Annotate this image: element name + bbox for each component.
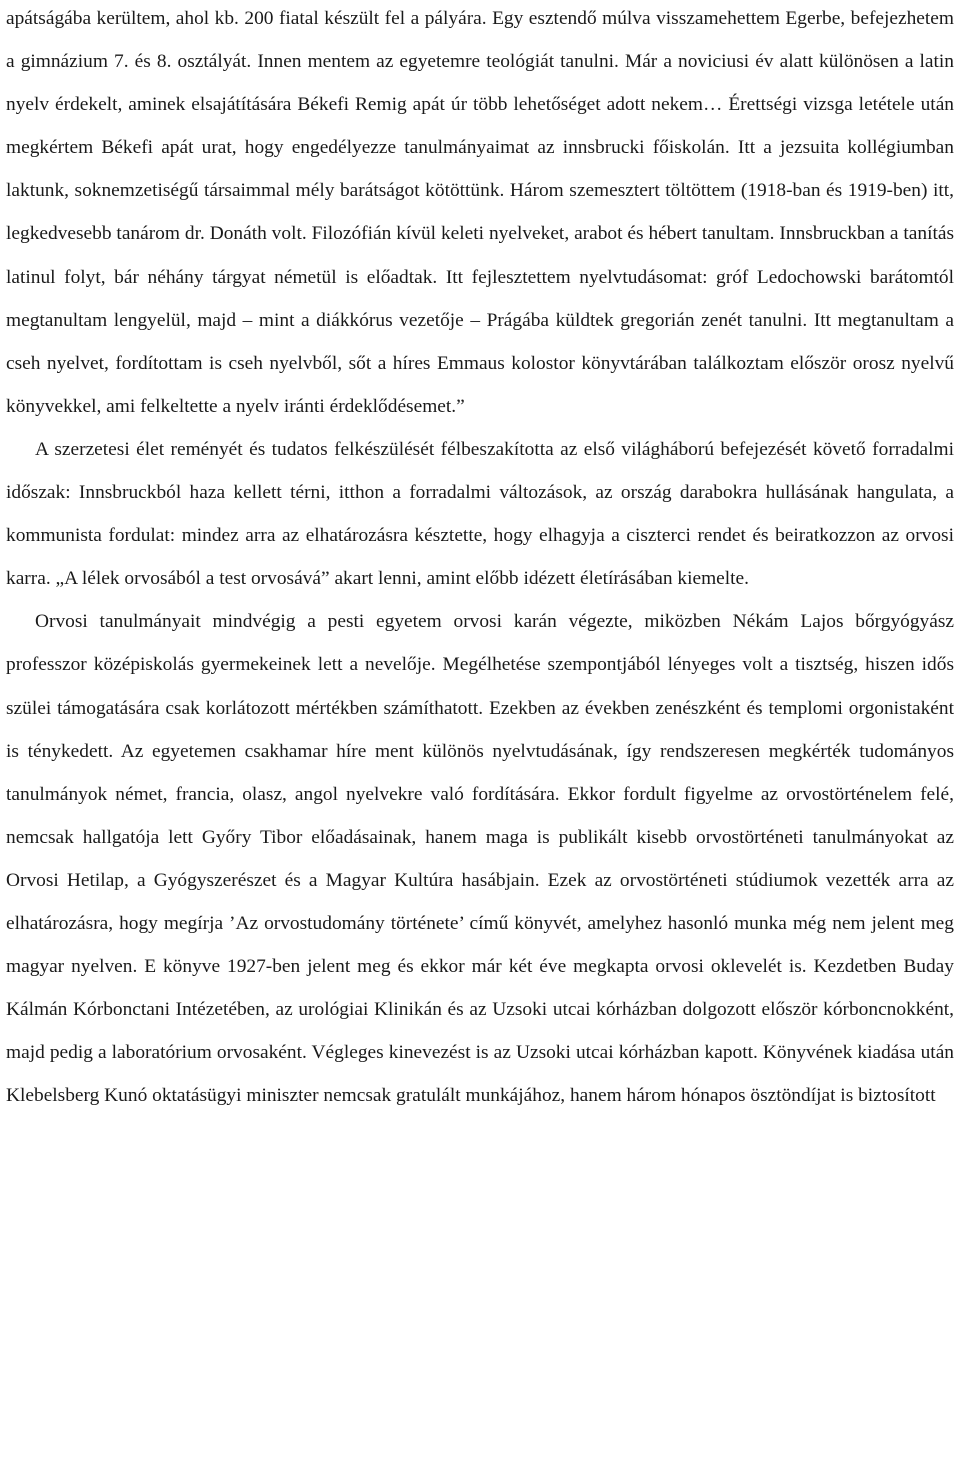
paragraph-2: A szerzetesi élet reményét és tudatos felkészülését félbeszakította az első világháború befejezését követő forradalmi időszak: Innsbruckból haza kellett térni, itthon a forradalmi változások, az ország darabokra hullásának hangulata, a kommunista fordulat: mindez arra az elhatározásra késztette, hogy elhagyja a ciszterci rendet és beiratkozzon az orvosi karra. „A lélek orvosából a test orvosává” akart lenni, amint előbb idézett életírásában kiemelte. — [6, 438, 954, 590]
document-page — [6, 0, 954, 1117]
paragraph-1: apátságába kerültem, ahol kb. 200 fiatal készült fel a pályára. Egy esztendő múlva visszamehettem Egerbe, befejezhetem a gimnázium 7. és 8. osztályát. Innen mentem az egyetemre teológiát tanulni. Már a noviciusi év alatt különösen a latin nyelv érdekelt, aminek elsajátítására Békefi Remig apát úr több lehetőséget adott nekem… Érettségi vizsga letétele után megkértem Békefi apát urat, hogy engedélyezze tanulmányaimat az innsbrucki főiskolán. Itt a jezsuita kollégiumban laktunk, soknemzetiségű társaimmal mély barátságot kötöttünk. Három szemesztert töltöttem (1918-ban és 1919-ben) itt, legkedvesebb tanárom dr. Donáth volt. Filozófián kívül keleti nyelveket, arabot és hébert tanultam. Innsbruckban a tanítás latinul folyt, bár néhány tárgyat németül is előadtak. Itt fejlesztettem nyelvtudásomat: gróf Ledochowski barátomtól megtanultam lengyelül, majd – mint a diákkórus vezetője – Prágába küldtek gregorián zenét tanulni. Itt megtanultam a cseh nyelvet, fordítottam is cseh nyelvből, sőt a híres Emmaus kolostor könyvtárában találkoztam először orosz nyelvű könyvekkel, ami felkeltette a nyelv iránti érdeklődésemet.” — [6, 8, 954, 417]
paragraph-3: Orvosi tanulmányait mindvégig a pesti egyetem orvosi karán végezte, miközben Nékám Lajos bőrgyógyász professzor középiskolás gyermekeinek lett a nevelője. Megélhetése szempontjából lényeges volt a tisztség, hiszen idős szülei támogatására csak korlátozott mértékben számíthatott. Ezekben az években zenészként és templomi orgonistaként is ténykedett. Az egyetemen csakhamar híre ment különös nyelvtudásának, így rendszeresen megkérték tudományos tanulmányok német, francia, olasz, angol nyelvekre való fordítására. Ekkor fordult figyelme az orvostörténelem felé, nemcsak hallgatója lett Győry Tibor előadásainak, hanem maga is publikált kisebb orvostörténeti tanulmányokat az Orvosi Hetilap, a Gyógyszerészet és a Magyar Kultúra hasábjain. Ezek az orvostörténeti stúdiumok vezették arra az elhatározásra, hogy megírja ’Az orvostudomány története’ című könyvét, amelyhez hasonló munka még nem jelent meg magyar nyelven. E könyve 1927-ben jelent meg és ekkor már két éve megkapta orvosi oklevelét is. Kezdetben Buday Kálmán Kórbonctani Intézetében, az urológiai Klinikán és az Uzsoki utcai kórházban dolgozott először kórboncnokként, majd pedig a laboratórium orvosaként. Végleges kinevezést is az Uzsoki utcai kórházban kapott. Könyvének kiadása után Klebelsberg Kunó oktatásügyi miniszter nemcsak gratulált munkájához, hanem három hónapos ösztöndíjat is biztosított — [6, 611, 954, 1107]
